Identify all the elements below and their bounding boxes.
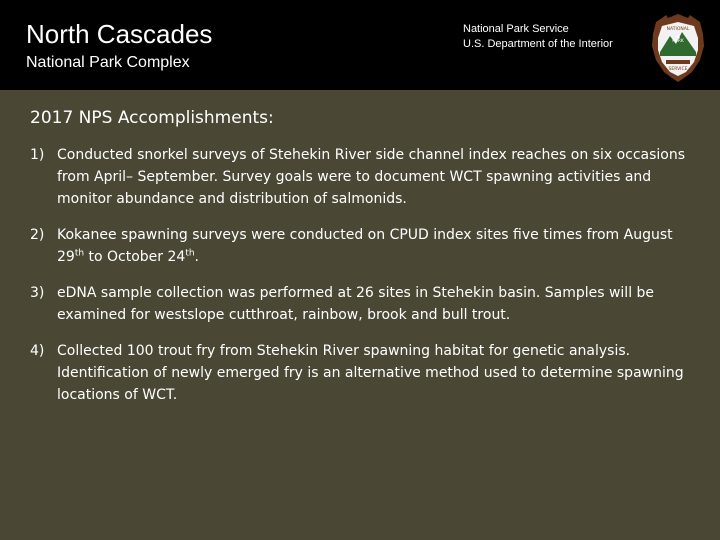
list-item-text-part: to October 24	[84, 249, 186, 265]
list-item	[30, 282, 700, 326]
slide-content	[30, 106, 700, 420]
ordinal-suffix: th	[74, 248, 85, 259]
nps-arrowhead-logo-icon	[650, 12, 706, 82]
list-item-number: 1)	[30, 147, 45, 163]
logo-text-bottom: SERVICE	[668, 67, 688, 72]
list-item-text-part: Kokanee spawning surveys were conducted on CPUD index sites five times from August 29	[57, 227, 673, 265]
list-item-text-part: .	[194, 249, 199, 265]
content-heading: 2017 NPS Accomplishments:	[30, 108, 274, 128]
header-bar	[0, 0, 720, 90]
page-subtitle: National Park Complex	[26, 54, 190, 71]
list-item	[30, 144, 700, 210]
accomplishments-list	[30, 144, 700, 406]
logo-text-top: NATIONAL	[666, 27, 690, 32]
list-item-number: 4)	[30, 343, 45, 359]
list-item-text: Collected 100 trout fry from Stehekin River spawning habitat for genetic analysis. Identification of newly emerged fry is an alternative method used to determine spawning locations of WCT.	[57, 343, 684, 403]
page-title: North Cascades	[26, 19, 213, 49]
list-item-text: eDNA sample collection was performed at 26 sites in Stehekin basin. Samples will be examined for westslope cutthroat, rainbow, brook and bull trout.	[57, 285, 655, 323]
list-item-number: 2)	[30, 227, 45, 243]
list-item-number: 3)	[30, 285, 45, 301]
department-name: U.S. Department of the Interior	[463, 38, 613, 50]
list-item-text: Conducted snorkel surveys of Stehekin River side channel index reaches on six occasions from April– September. Survey goals were to document WCT spawning activities and monitor abundance and distribution of salmonids.	[57, 147, 686, 207]
agency-name: National Park Service	[463, 23, 569, 35]
logo-text-mid: PARK	[672, 39, 684, 44]
ordinal-suffix: th	[185, 248, 195, 259]
agency-block	[463, 22, 613, 52]
list-item	[30, 340, 700, 406]
list-item	[30, 224, 700, 268]
